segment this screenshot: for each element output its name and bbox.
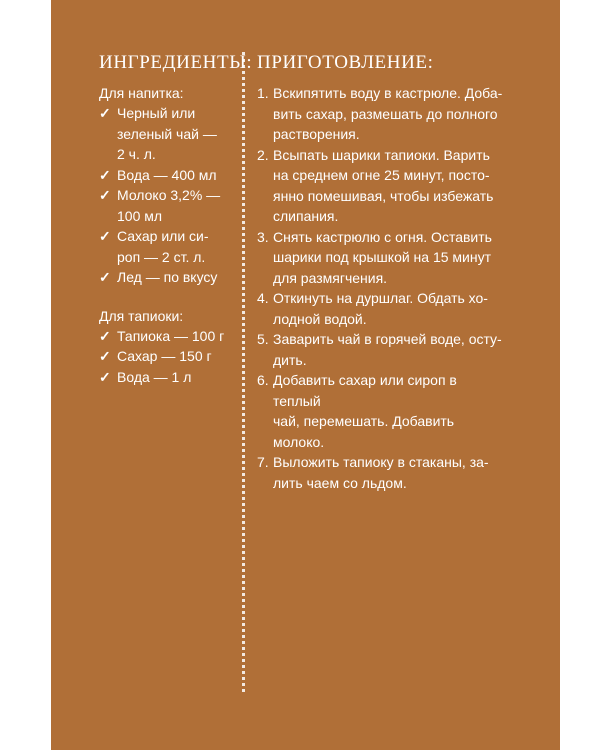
ingredient-text: Черный или зеленый чай — 2 ч. л. — [117, 105, 217, 162]
step-item — [257, 329, 505, 370]
step-item — [257, 370, 505, 452]
step-item — [257, 227, 505, 289]
ingredient-text: Сахар или си- роп — 2 ст. л. — [117, 228, 209, 265]
step-number: 4. — [257, 290, 269, 306]
ingredient-text: Сахар — 150 г — [117, 348, 212, 364]
preparation-heading: ПРИГОТОВЛЕНИЕ: — [257, 52, 434, 73]
check-icon: ✓ — [99, 327, 111, 344]
step-number: 7. — [257, 454, 269, 470]
list-item — [99, 326, 234, 347]
step-text: Добавить сахар или сироп в теплый чай, перемешать. Добавить молоко. — [273, 372, 457, 450]
preparation-steps — [257, 83, 505, 493]
check-icon: ✓ — [99, 105, 111, 121]
check-icon: ✓ — [99, 166, 111, 183]
ingredient-text: Тапиока — 100 г — [117, 327, 225, 344]
tapioca-ingredients-list — [99, 326, 234, 388]
list-item — [99, 267, 234, 288]
dotted-divider — [242, 52, 245, 692]
list-item — [99, 367, 234, 388]
preparation-column — [257, 52, 505, 493]
list-item — [99, 226, 234, 267]
step-number: 1. — [257, 85, 269, 101]
ingredient-text: Лед — по вкусу — [117, 269, 218, 285]
check-icon: ✓ — [99, 187, 111, 203]
list-item — [99, 185, 234, 226]
step-item — [257, 288, 505, 329]
recipe-page — [51, 0, 560, 750]
ingredient-text: Вода — 1 л — [117, 368, 192, 385]
check-icon: ✓ — [99, 348, 111, 364]
step-number: 3. — [257, 228, 269, 245]
step-text: Вскипятить воду в кастрюле. Доба- вить сахар, размешать до полного растворения. — [273, 85, 503, 142]
step-text: Выложить тапиоку в стаканы, за- лить чаем со льдом. — [273, 454, 489, 491]
step-text: Снять кастрюлю с огня. Оставить шарики под крышкой на 15 минут для размягчения. — [273, 228, 492, 286]
step-item — [257, 452, 505, 493]
list-item — [99, 103, 234, 165]
step-number: 2. — [257, 146, 269, 163]
ingredient-text: Вода — 400 мл — [117, 166, 217, 183]
step-number: 6. — [257, 372, 269, 388]
list-item — [99, 165, 234, 186]
drink-label: Для напитка: — [99, 85, 184, 101]
check-icon: ✓ — [99, 269, 111, 285]
step-text: Всыпать шарики тапиоки. Варить на среднем огне 25 минут, посто- янно помешивая, чтобы избежать слипания. — [273, 146, 494, 224]
check-icon: ✓ — [99, 368, 111, 385]
step-item — [257, 83, 505, 145]
ingredients-column — [99, 52, 253, 387]
drink-ingredients-list — [99, 103, 234, 288]
ingredient-text: Молоко 3,2% — 100 мл — [117, 187, 221, 224]
step-item — [257, 145, 505, 227]
tapioca-label: Для тапиоки: — [99, 307, 184, 324]
ingredients-heading: ИНГРЕДИЕНТЫ: — [99, 52, 253, 73]
check-icon: ✓ — [99, 228, 111, 244]
step-number: 5. — [257, 331, 269, 347]
step-text: Заварить чай в горячей воде, осту- дить. — [273, 331, 502, 368]
step-text: Откинуть на дуршлаг. Обдать хо- лодной водой. — [273, 290, 488, 327]
list-item — [99, 346, 234, 367]
